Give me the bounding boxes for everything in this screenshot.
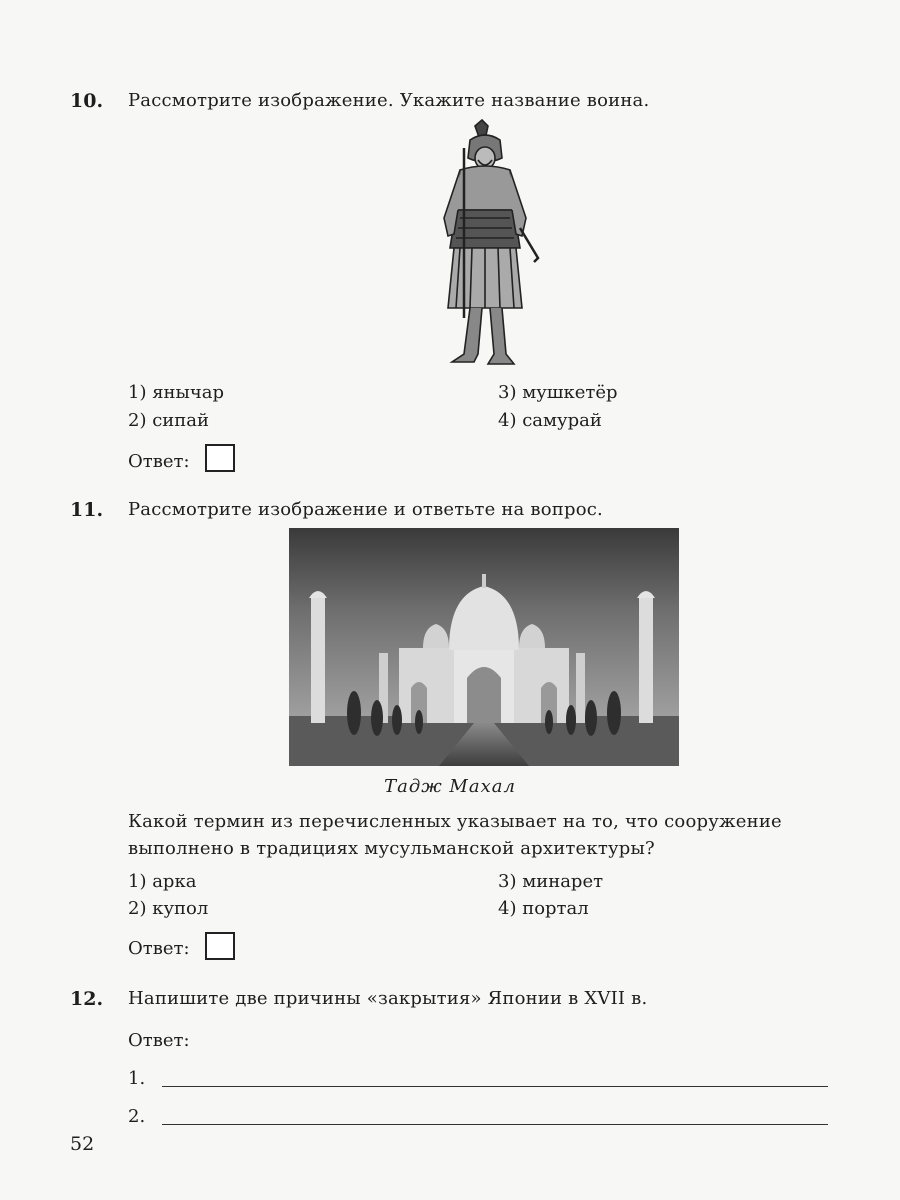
subquestion-line: выполнено в традициях мусульманской архитектуры? (128, 838, 655, 859)
answer-line-number: 1. (128, 1068, 146, 1089)
option-1: 1) арка (128, 871, 197, 892)
answer-line-number: 2. (128, 1106, 146, 1127)
taj-mahal-photo (289, 528, 679, 766)
answer-label: Ответ: (128, 1030, 190, 1051)
option-4: 4) портал (498, 898, 589, 919)
question-number: 11. (70, 499, 104, 521)
answer-line[interactable] (162, 1124, 828, 1125)
answer-box[interactable] (205, 932, 235, 960)
samurai-illustration (430, 118, 540, 370)
answer-line[interactable] (162, 1086, 828, 1087)
option-1: 1) янычар (128, 382, 225, 403)
option-3: 3) мушкетёр (498, 382, 618, 403)
option-2: 2) купол (128, 898, 209, 919)
answer-box[interactable] (205, 444, 235, 472)
question-number: 10. (70, 90, 104, 112)
question-text: Рассмотрите изображение и ответьте на вопрос. (128, 499, 603, 520)
option-4: 4) самурай (498, 410, 602, 431)
answer-label: Ответ: (128, 451, 190, 472)
option-3: 3) минарет (498, 871, 604, 892)
page-number: 52 (70, 1133, 95, 1155)
answer-label: Ответ: (128, 938, 190, 959)
question-text: Напишите две причины «закрытия» Японии в XVII в. (128, 988, 648, 1009)
image-caption: Тадж Махал (384, 776, 516, 797)
option-2: 2) сипай (128, 410, 209, 431)
subquestion-line: Какой термин из перечисленных указывает на то, что сооружение (128, 811, 782, 832)
question-number: 12. (70, 988, 104, 1010)
question-text: Рассмотрите изображение. Укажите название воина. (128, 90, 650, 111)
